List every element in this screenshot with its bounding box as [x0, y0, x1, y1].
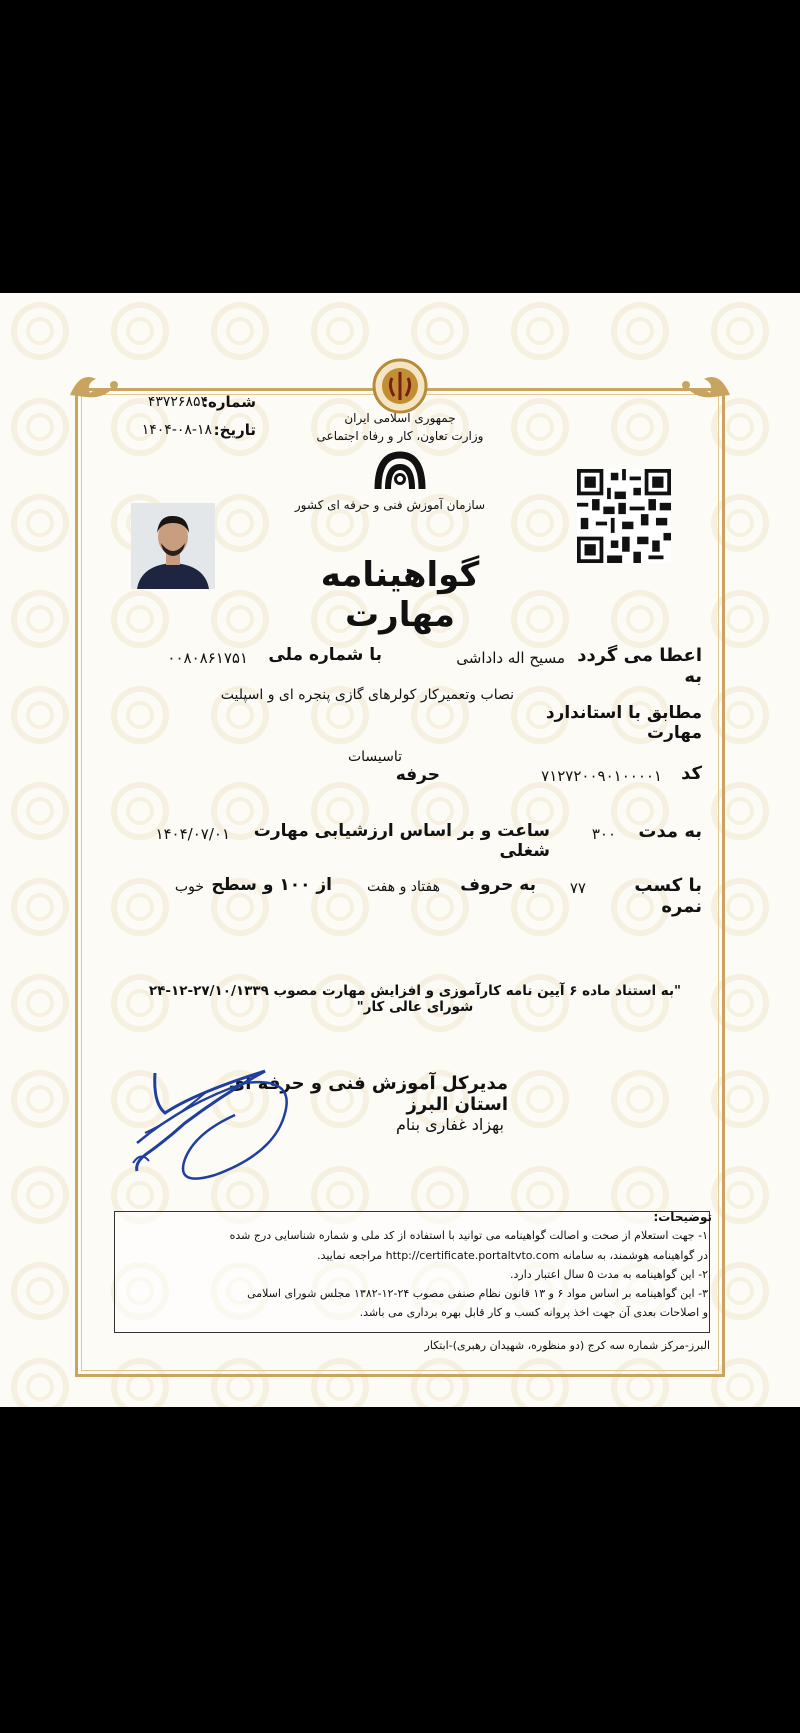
corner-ornament-left-icon: [66, 365, 126, 405]
score-in-letters: هفتاد و هفت: [366, 879, 440, 895]
legal-basis: "به استناد ماده ۶ آیین نامه کارآموزی و افزایش مهارت مصوب ۲۷/۱۰/۱۳۳۹-۱۲-۲۴ شورای عالی کار": [148, 983, 682, 1015]
corner-ornament-right-icon: [674, 365, 734, 405]
note-line-1: ۱- جهت استعلام از صحت و اصالت گواهینامه می توانید با استفاده از کد ملی و شماره شناسایی درج شده: [229, 1229, 708, 1242]
qr-code-icon: [577, 469, 671, 563]
duration-label: به مدت: [638, 821, 702, 842]
out-of-label: از ۱۰۰ و سطح: [211, 875, 332, 895]
note-line-2: در گواهینامه هوشمند، به سامانه http://certificate.portaltvto.com مراجعه نمایید.: [317, 1249, 708, 1262]
national-id: ۰۰۸۰۸۶۱۷۵۱: [167, 649, 248, 667]
trade-label: حرفه: [395, 765, 440, 785]
national-id-label: با شماره ملی: [268, 645, 382, 665]
issued-to-label: اعطا می گردد به: [577, 645, 702, 687]
note-line-4: ۳- این گواهینامه بر اساس مواد ۶ و ۱۳ قانون نظام صنفی مصوب ۲۴-۱۲-۱۳۸۲ مجلس شورای اسلامی: [247, 1287, 708, 1300]
signatory-title: مدیرکل آموزش فنی و حرفه ای استان البرز: [228, 1073, 508, 1115]
signatory-name: بهزاد غفاری بنام: [395, 1115, 504, 1134]
certificate-title: گواهینامه مهارت: [320, 555, 480, 635]
score-label: با کسب نمره: [634, 875, 702, 917]
note-line-3: ۲- این گواهینامه به مدت ۵ سال اعتبار دارد.: [510, 1268, 708, 1281]
code-label: کد: [681, 763, 702, 784]
standard-label: مطابق با استاندارد مهارت: [545, 703, 702, 743]
letters-label: به حروف: [460, 875, 536, 895]
assessment-label: ساعت و بر اساس ارزشیابی مهارت شغلی: [253, 821, 550, 861]
tvto-logo-icon: [370, 449, 430, 493]
holder-name: مسیح اله داداشی: [456, 649, 565, 667]
standard-value: نصاب وتعمیرکار کولرهای گازی پنجره ای و اسپلیت: [220, 687, 514, 703]
date-label: تاریخ:: [213, 421, 256, 439]
signature-image: [125, 1063, 315, 1183]
issue-date: ۱۴۰۴-۰۸-۱۸: [141, 422, 212, 438]
number-label: شماره:: [202, 393, 256, 411]
org-line-3: سازمان آموزش فنی و حرفه ای کشور: [294, 498, 486, 512]
certificate-paper: [0, 293, 800, 1407]
iran-emblem-icon: [370, 358, 430, 414]
notes-heading: توضیحات:: [653, 1210, 712, 1224]
holder-photo: [131, 503, 215, 589]
trade-value: تاسیسات: [347, 749, 402, 765]
level-value: خوب: [174, 879, 204, 895]
org-line-1: جمهوری اسلامی ایران: [344, 411, 456, 425]
issuing-center: البرز-مرکز شماره سه کرج (دو منظوره، شهیدان رهبری)-ابتکار: [424, 1339, 710, 1352]
certificate-number: ۴۳۷۲۶۸۵۴: [147, 394, 208, 410]
org-line-2: وزارت تعاون، کار و رفاه اجتماعی: [316, 429, 484, 443]
duration-hours: ۳۰۰: [591, 825, 616, 843]
note-line-5: و اصلاحات بعدی آن جهت اخذ پروانه کسب و کار قابل بهره برداری می باشد.: [359, 1306, 708, 1319]
standard-code: ۷۱۲۷۲۰۰۹۰۱۰۰۰۰۱: [541, 767, 662, 785]
assessment-date: ۱۴۰۴/۰۷/۰۱: [155, 825, 230, 843]
score-value: ۷۷: [569, 879, 586, 897]
